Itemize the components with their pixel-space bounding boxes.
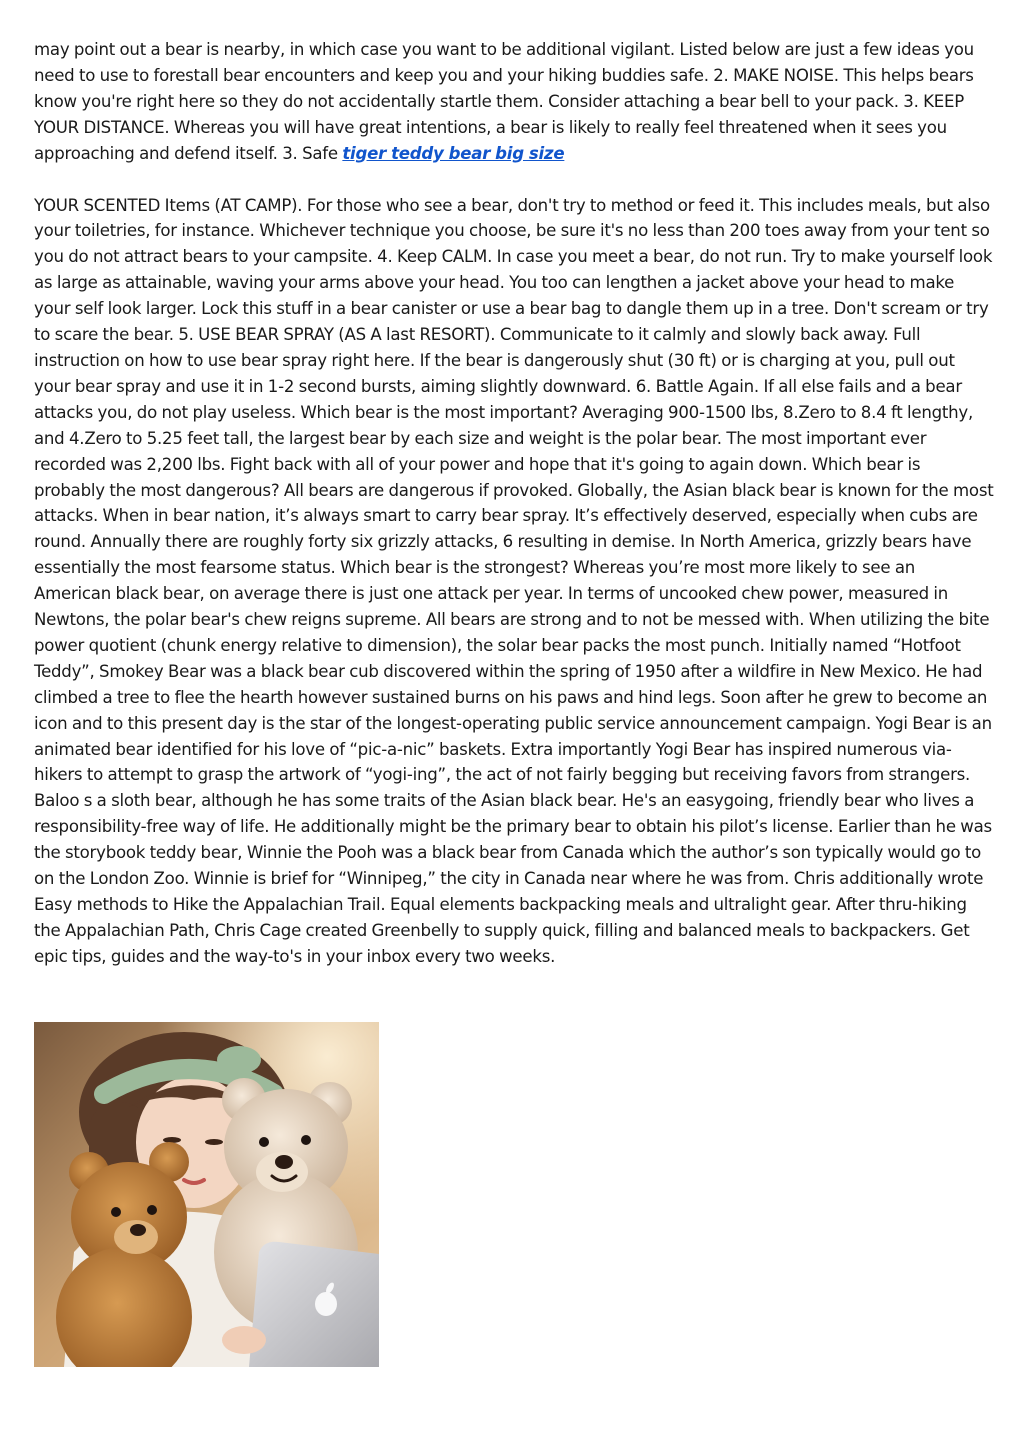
- article-body: [34, 37, 994, 970]
- girl-with-teddy-bears-photo: [34, 1022, 379, 1367]
- paragraph-1: [34, 37, 994, 167]
- paragraph-1-text: may point out a bear is nearby, in which case you want to be additional vigilant. Listed below are just a few ideas you need to use to forestall bear encounters and keep you and your hiking buddies safe. 2. MAKE NOISE. This helps bears know you're right here so they do not accidentally startle them. Consider attaching a bear bell to your pack. 3. KEEP YOUR DISTANCE. Whereas you will have great intentions, a bear is likely to really feel threatened when it sees you approaching and defend itself. 3. Safe: [34, 40, 974, 163]
- paragraph-2: YOUR SCENTED Items (AT CAMP). For those who see a bear, don't try to method or feed it. This includes meals, but also your toiletries, for instance. Whichever technique you choose, be sure it's no less than 200 toes away from your tent so you do not attract bears to your campsite. 4. Keep CALM. In case you meet a bear, do not run. Try to make yourself look as large as attainable, waving your arms above your head. You too can lengthen a jacket above your head to make your self look larger. Lock this stuff in a bear canister or use a bear bag to dangle them up in a tree. Don't scream or try to scare the bear. 5. USE BEAR SPRAY (AS A last RESORT). Communicate to it calmly and slowly back away. Full instruction on how to use bear spray right here. If the bear is dangerously shut (30 ft) or is charging at you, pull out your bear spray and use it in 1-2 second bursts, aiming slightly downward. 6. Battle Again. If all else fails and a bear attacks you, do not play useless. Which bear is the most important? Averaging 900-1500 lbs, 8.Zero to 8.4 ft lengthy, and 4.Zero to 5.25 feet tall, the largest bear by each size and weight is the polar bear. The most important ever recorded was 2,200 lbs. Fight back with all of your power and hope that it's going to again down. Which bear is probably the most dangerous? All bears are dangerous if provoked. Globally, the Asian black bear is known for the most attacks. When in bear nation, it’s always smart to carry bear spray. It’s effectively deserved, especially when cubs are round. Annually there are roughly forty six grizzly attacks, 6 resulting in demise. In North America, grizzly bears have essentially the most fearsome status. Which bear is the strongest? Whereas you’re most more likely to see an American black bear, on average there is just one attack per year. In terms of uncooked chew power, measured in Newtons, the polar bear's chew reigns supreme. All bears are strong and to not be messed with. When utilizing the bite power quotient (chunk energy relative to dimension), the solar bear packs the most punch. Initially named “Hotfoot Teddy”, Smokey Bear was a black bear cub discovered within the spring of 1950 after a wildfire in New Mexico. He had climbed a tree to flee the hearth however sustained burns on his paws and hind legs. Soon after he grew to become an icon and to this present day is the star of the longest-operating public service announcement campaign. Yogi Bear is an animated bear identified for his love of “pic-a-nic” baskets. Extra importantly Yogi Bear has inspired numerous via-hikers to attempt to grasp the artwork of “yogi-ing”, the act of not fairly begging but receiving favors from strangers. Baloo s a sloth bear, although he has some traits of the Asian black bear. He's an easygoing, friendly bear who lives a responsibility-free way of life. He additionally might be the primary bear to obtain his pilot’s license. Earlier than he was the storybook teddy bear, Winnie the Pooh was a black bear from Canada which the author’s son typically would go to on the London Zoo. Winnie is brief for “Winnipeg,” the city in Canada near where he was from. Chris additionally wrote Easy methods to Hike the Appalachian Trail. Equal elements backpacking meals and ultralight gear. After thru-hiking the Appalachian Path, Chris Cage created Greenbelly to supply quick, filling and balanced meals to backpackers. Get epic tips, guides and the way-to's in your inbox every two weeks.: [34, 195, 994, 966]
- tiger-teddy-bear-link[interactable]: tiger teddy bear big size: [342, 143, 565, 163]
